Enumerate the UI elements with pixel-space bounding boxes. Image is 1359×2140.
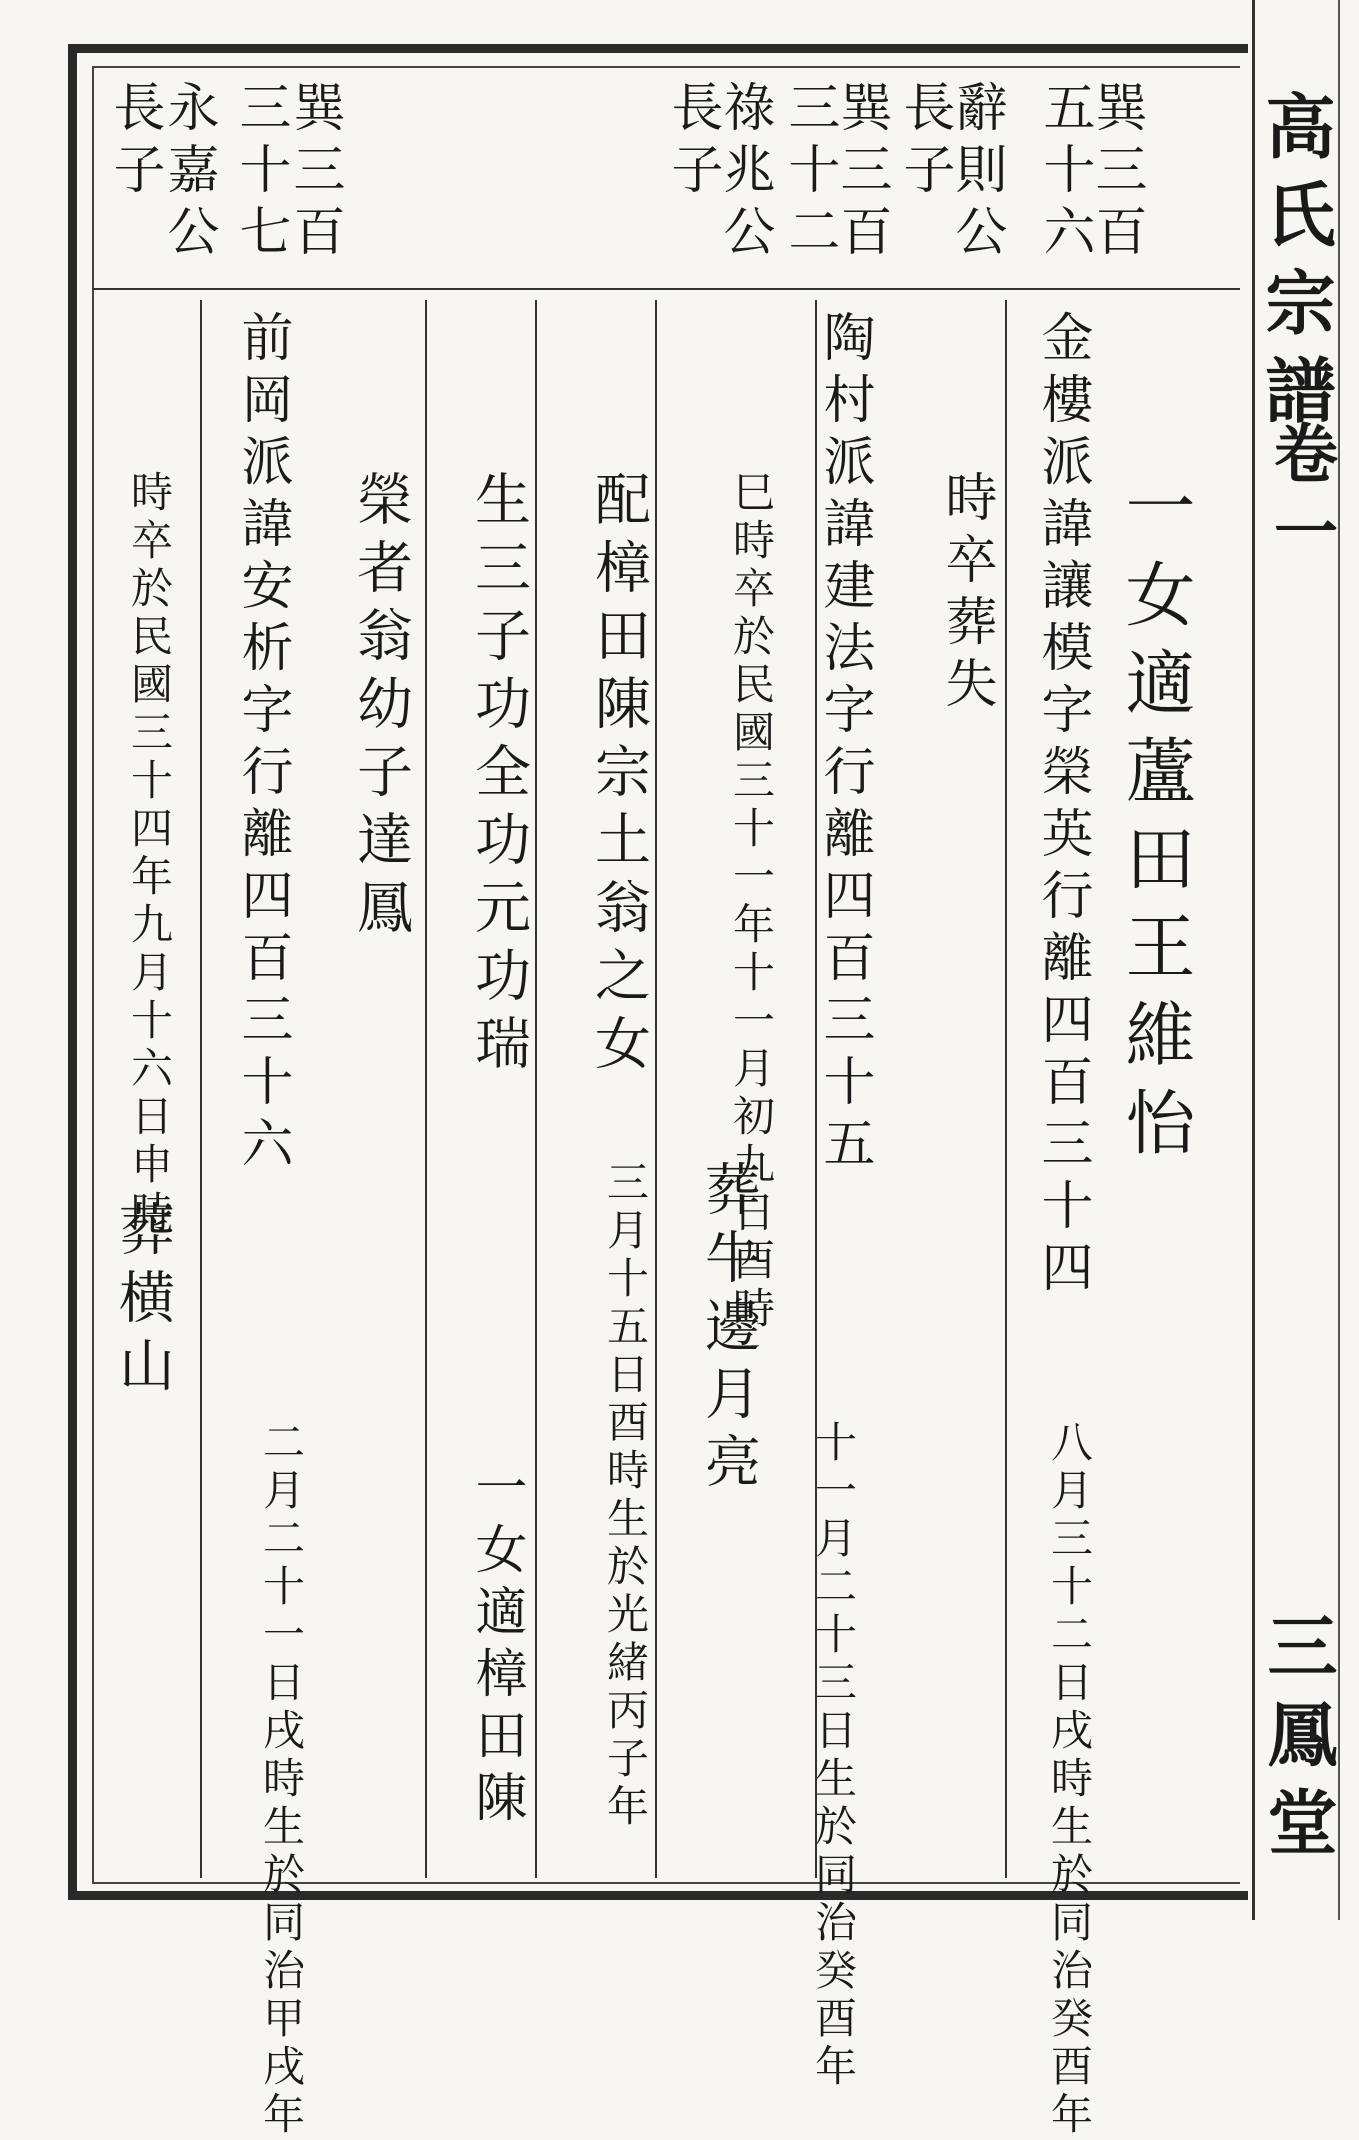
band-father: 辭則公 bbox=[946, 80, 1006, 266]
burial-place: 葬横山 bbox=[110, 1200, 175, 1404]
column-rule bbox=[200, 300, 202, 1878]
band-number: 三十二 bbox=[779, 80, 839, 266]
band-number: 五十六 bbox=[1034, 80, 1094, 266]
band-number: 巽三百 bbox=[284, 80, 344, 266]
birth-date: 八月三十二日戌時生於同治癸酉年 bbox=[1045, 1420, 1094, 2140]
person-entry: 金樓派諱讓模字榮英行離四百三十四 bbox=[1032, 310, 1092, 1302]
children-entry: 生三子功全功元功瑞 bbox=[466, 470, 531, 1082]
spouse-entry: 配樟田陳宗土翁之女 bbox=[586, 470, 651, 1082]
birth-date: 十一月二十三日生於同治癸酉年 bbox=[809, 1420, 858, 2092]
hall-name: 三鳳堂 bbox=[1256, 1610, 1339, 1874]
band-number: 三十七 bbox=[230, 80, 290, 266]
daughter-marriage: 一女適樟田陳 bbox=[466, 1460, 526, 1832]
band-father: 永嘉公 bbox=[158, 80, 218, 266]
person-entry: 前岡派諱安析字行離四百三十六 bbox=[232, 310, 292, 1178]
band-divider bbox=[92, 288, 1240, 290]
book-title: 高氏宗譜 bbox=[1254, 90, 1337, 442]
column-rule bbox=[535, 300, 537, 1878]
adoption-note: 榮者翁幼子達鳳 bbox=[348, 470, 413, 946]
volume-label: 卷一 bbox=[1263, 420, 1338, 576]
band-rank: 長子 bbox=[894, 80, 954, 204]
column-rule bbox=[1005, 300, 1007, 1878]
band-rank: 長子 bbox=[662, 80, 722, 204]
birth-date: 二月二十一日戌時生於同治甲戌年 bbox=[257, 1420, 306, 2140]
daughter-marriage: 一女適蘆田王維怡 bbox=[1114, 470, 1196, 1174]
spouse-birth: 三月十五日酉時生於光緒丙子年 bbox=[601, 1160, 650, 1832]
person-entry: 陶村派諱建法字行離四百三十五 bbox=[814, 310, 874, 1178]
death-date: 巳時卒於民國三十一年十一月初九日酉時 bbox=[727, 470, 776, 1334]
band-number: 巽三百 bbox=[1086, 80, 1146, 266]
death-date: 時卒於民國三十四年九月十六日申時 bbox=[125, 470, 174, 1238]
band-father: 祿兆公 bbox=[714, 80, 774, 266]
burial-place: 葬牛邊月亮 bbox=[696, 1160, 761, 1500]
band-number: 巽三百 bbox=[831, 80, 891, 266]
column-rule bbox=[425, 300, 427, 1878]
death-burial: 時卒葬失 bbox=[936, 470, 996, 718]
band-rank: 長子 bbox=[104, 80, 164, 204]
column-rule bbox=[655, 300, 657, 1878]
